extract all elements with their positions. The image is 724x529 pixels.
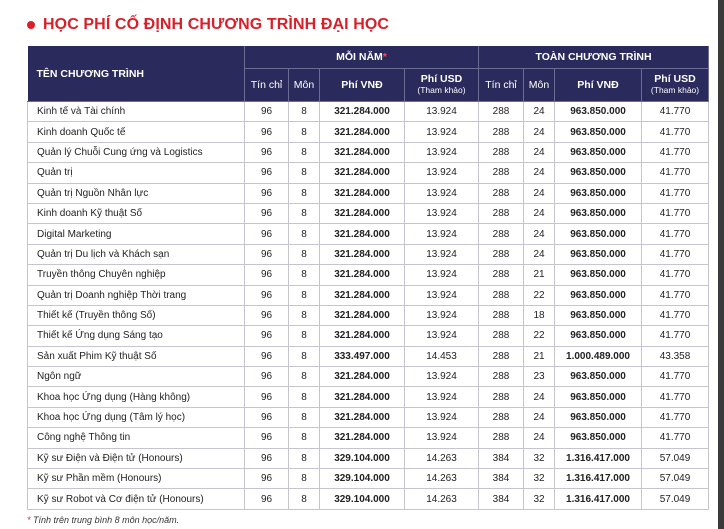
total-fee-usd-cell: 41.770 [642, 183, 709, 203]
total-fee-vnd-cell: 963.850.000 [555, 163, 642, 183]
subjects-header: Môn [524, 69, 555, 102]
total-fee-usd-cell: 41.770 [642, 163, 709, 183]
total-fee-usd-cell: 43.358 [642, 346, 709, 366]
fee-usd-reference: (Tham khảo) [650, 85, 700, 95]
total-credits-cell: 288 [479, 224, 524, 244]
table-row [28, 265, 709, 285]
per-year-mark: * [382, 51, 387, 63]
total-fee-vnd-cell: 963.850.000 [555, 428, 642, 448]
year-subjects-cell: 8 [289, 469, 320, 489]
total-subjects-cell: 22 [524, 285, 555, 305]
per-year-label: MỖI NĂM [336, 51, 383, 63]
table-body [28, 102, 709, 510]
year-credits-cell: 96 [245, 142, 289, 162]
window-edge [718, 0, 724, 529]
year-credits-cell: 96 [245, 102, 289, 122]
total-fee-usd-cell: 41.770 [642, 122, 709, 142]
total-credits-cell: 288 [479, 102, 524, 122]
year-fee-vnd-cell: 321.284.000 [320, 122, 405, 142]
total-fee-vnd-cell: 963.850.000 [555, 326, 642, 346]
program-name-cell: Kỹ sư Phần mềm (Honours) [28, 469, 245, 489]
year-fee-vnd-cell: 321.284.000 [320, 102, 405, 122]
year-fee-usd-cell: 13.924 [405, 326, 479, 346]
year-fee-usd-cell: 13.924 [405, 367, 479, 387]
total-subjects-cell: 24 [524, 142, 555, 162]
total-subjects-cell: 24 [524, 407, 555, 427]
total-subjects-cell: 22 [524, 326, 555, 346]
year-subjects-cell: 8 [289, 244, 320, 264]
table-row [28, 224, 709, 244]
total-fee-vnd-cell: 1.316.417.000 [555, 489, 642, 509]
year-fee-vnd-cell: 321.284.000 [320, 367, 405, 387]
total-subjects-cell: 32 [524, 489, 555, 509]
total-credits-cell: 384 [479, 469, 524, 489]
total-fee-usd-cell: 41.770 [642, 326, 709, 346]
year-subjects-cell: 8 [289, 183, 320, 203]
total-credits-cell: 288 [479, 407, 524, 427]
table-row [28, 142, 709, 162]
fee-usd-label: Phí USD [420, 73, 463, 85]
year-credits-cell: 96 [245, 183, 289, 203]
fee-usd-reference: (Tham khảo) [417, 85, 466, 95]
year-subjects-cell: 8 [289, 489, 320, 509]
total-subjects-cell: 24 [524, 244, 555, 264]
program-name-cell: Kinh doanh Quốc tế [28, 122, 245, 142]
program-name-cell: Kỹ sư Điện và Điện tử (Honours) [28, 448, 245, 468]
year-credits-cell: 96 [245, 346, 289, 366]
program-name-cell: Công nghệ Thông tin [28, 428, 245, 448]
year-fee-vnd-cell: 329.104.000 [320, 469, 405, 489]
table-row [28, 469, 709, 489]
year-fee-usd-cell: 14.263 [405, 489, 479, 509]
total-subjects-cell: 32 [524, 469, 555, 489]
fee-vnd-header: Phí VNĐ [555, 69, 642, 102]
footnote-text: Tính trên trung bình 8 môn học/năm. [33, 515, 180, 525]
year-fee-vnd-cell: 321.284.000 [320, 183, 405, 203]
year-subjects-cell: 8 [289, 265, 320, 285]
fee-vnd-header: Phí VNĐ [320, 69, 405, 102]
program-name-cell: Digital Marketing [28, 224, 245, 244]
total-credits-cell: 384 [479, 489, 524, 509]
year-fee-vnd-cell: 321.284.000 [320, 224, 405, 244]
total-fee-vnd-cell: 963.850.000 [555, 407, 642, 427]
year-fee-usd-cell: 13.924 [405, 305, 479, 325]
full-program-header: TOÀN CHƯƠNG TRÌNH [479, 46, 709, 69]
year-fee-usd-cell: 13.924 [405, 163, 479, 183]
year-credits-cell: 96 [245, 265, 289, 285]
total-subjects-cell: 24 [524, 387, 555, 407]
year-credits-cell: 96 [245, 407, 289, 427]
total-fee-usd-cell: 41.770 [642, 265, 709, 285]
year-fee-usd-cell: 13.924 [405, 142, 479, 162]
year-fee-usd-cell: 13.924 [405, 122, 479, 142]
total-credits-cell: 288 [479, 285, 524, 305]
program-name-cell: Ngôn ngữ [28, 367, 245, 387]
program-name-cell: Kinh doanh Kỹ thuật Số [28, 203, 245, 223]
year-fee-usd-cell: 13.924 [405, 407, 479, 427]
total-fee-vnd-cell: 1.316.417.000 [555, 448, 642, 468]
total-fee-vnd-cell: 963.850.000 [555, 224, 642, 244]
total-fee-vnd-cell: 963.850.000 [555, 203, 642, 223]
year-fee-vnd-cell: 321.284.000 [320, 265, 405, 285]
program-name-cell: Kinh tế và Tài chính [28, 102, 245, 122]
year-fee-usd-cell: 14.453 [405, 346, 479, 366]
total-fee-vnd-cell: 963.850.000 [555, 122, 642, 142]
total-fee-usd-cell: 41.770 [642, 224, 709, 244]
year-credits-cell: 96 [245, 203, 289, 223]
program-name-cell: Quản trị Nguồn Nhân lực [28, 183, 245, 203]
program-name-cell: Khoa học Ứng dụng (Hàng không) [28, 387, 245, 407]
year-fee-vnd-cell: 333.497.000 [320, 346, 405, 366]
total-fee-vnd-cell: 963.850.000 [555, 102, 642, 122]
year-fee-vnd-cell: 321.284.000 [320, 428, 405, 448]
total-credits-cell: 288 [479, 326, 524, 346]
year-subjects-cell: 8 [289, 142, 320, 162]
total-credits-cell: 288 [479, 346, 524, 366]
year-subjects-cell: 8 [289, 203, 320, 223]
year-subjects-cell: 8 [289, 407, 320, 427]
total-credits-cell: 384 [479, 448, 524, 468]
total-subjects-cell: 18 [524, 305, 555, 325]
total-credits-cell: 288 [479, 367, 524, 387]
fee-usd-label: Phí USD [654, 73, 696, 85]
fee-usd-header [642, 69, 709, 102]
table-row [28, 305, 709, 325]
program-name-cell: Kỹ sư Robot và Cơ điện tử (Honours) [28, 489, 245, 509]
year-fee-vnd-cell: 321.284.000 [320, 387, 405, 407]
footnote [27, 515, 179, 525]
total-fee-vnd-cell: 963.850.000 [555, 142, 642, 162]
total-fee-usd-cell: 41.770 [642, 244, 709, 264]
total-credits-cell: 288 [479, 428, 524, 448]
year-subjects-cell: 8 [289, 163, 320, 183]
year-fee-usd-cell: 14.263 [405, 448, 479, 468]
subjects-header: Môn [289, 69, 320, 102]
year-credits-cell: 96 [245, 326, 289, 346]
year-fee-vnd-cell: 321.284.000 [320, 407, 405, 427]
total-subjects-cell: 24 [524, 183, 555, 203]
bullet-icon [27, 21, 35, 29]
footnote-mark: * [27, 515, 31, 525]
year-subjects-cell: 8 [289, 346, 320, 366]
program-name-cell: Sản xuất Phim Kỹ thuật Số [28, 346, 245, 366]
table-row [28, 244, 709, 264]
year-subjects-cell: 8 [289, 367, 320, 387]
year-credits-cell: 96 [245, 224, 289, 244]
fee-usd-header [405, 69, 479, 102]
total-fee-vnd-cell: 963.850.000 [555, 367, 642, 387]
year-fee-usd-cell: 13.924 [405, 387, 479, 407]
year-fee-vnd-cell: 321.284.000 [320, 203, 405, 223]
program-name-cell: Quản trị Doanh nghiệp Thời trang [28, 285, 245, 305]
total-fee-vnd-cell: 1.316.417.000 [555, 469, 642, 489]
year-fee-usd-cell: 14.263 [405, 469, 479, 489]
total-fee-usd-cell: 57.049 [642, 489, 709, 509]
year-credits-cell: 96 [245, 122, 289, 142]
table-row [28, 326, 709, 346]
table-row [28, 448, 709, 468]
total-credits-cell: 288 [479, 265, 524, 285]
total-subjects-cell: 21 [524, 346, 555, 366]
total-credits-cell: 288 [479, 183, 524, 203]
table-row [28, 387, 709, 407]
total-subjects-cell: 24 [524, 102, 555, 122]
year-credits-cell: 96 [245, 387, 289, 407]
year-credits-cell: 96 [245, 244, 289, 264]
table-row [28, 489, 709, 509]
total-fee-usd-cell: 41.770 [642, 407, 709, 427]
total-credits-cell: 288 [479, 244, 524, 264]
table-row [28, 102, 709, 122]
total-fee-vnd-cell: 963.850.000 [555, 285, 642, 305]
year-credits-cell: 96 [245, 305, 289, 325]
table-row [28, 428, 709, 448]
table-row [28, 407, 709, 427]
total-fee-usd-cell: 41.770 [642, 367, 709, 387]
total-fee-usd-cell: 41.770 [642, 142, 709, 162]
program-name-cell: Quản trị Du lịch và Khách sạn [28, 244, 245, 264]
program-name-cell: Thiết kế Ứng dụng Sáng tạo [28, 326, 245, 346]
table-row [28, 367, 709, 387]
year-fee-usd-cell: 13.924 [405, 285, 479, 305]
program-name-cell: Quản lý Chuỗi Cung ứng và Logistics [28, 142, 245, 162]
total-credits-cell: 288 [479, 203, 524, 223]
year-subjects-cell: 8 [289, 224, 320, 244]
credits-header: Tín chỉ [479, 69, 524, 102]
year-fee-vnd-cell: 329.104.000 [320, 489, 405, 509]
total-fee-usd-cell: 57.049 [642, 469, 709, 489]
total-credits-cell: 288 [479, 122, 524, 142]
year-fee-usd-cell: 13.924 [405, 203, 479, 223]
total-subjects-cell: 24 [524, 428, 555, 448]
year-fee-vnd-cell: 321.284.000 [320, 244, 405, 264]
year-fee-vnd-cell: 321.284.000 [320, 305, 405, 325]
table-row [28, 122, 709, 142]
total-subjects-cell: 23 [524, 367, 555, 387]
year-fee-vnd-cell: 321.284.000 [320, 326, 405, 346]
tuition-table [27, 46, 709, 510]
program-column-header: TÊN CHƯƠNG TRÌNH [28, 46, 245, 102]
year-credits-cell: 96 [245, 285, 289, 305]
total-fee-usd-cell: 57.049 [642, 448, 709, 468]
year-credits-cell: 96 [245, 163, 289, 183]
per-year-header [245, 46, 479, 69]
total-fee-vnd-cell: 963.850.000 [555, 387, 642, 407]
year-subjects-cell: 8 [289, 102, 320, 122]
credits-header: Tín chỉ [245, 69, 289, 102]
year-credits-cell: 96 [245, 469, 289, 489]
year-subjects-cell: 8 [289, 305, 320, 325]
total-credits-cell: 288 [479, 163, 524, 183]
year-fee-usd-cell: 13.924 [405, 244, 479, 264]
year-credits-cell: 96 [245, 448, 289, 468]
total-fee-usd-cell: 41.770 [642, 102, 709, 122]
year-subjects-cell: 8 [289, 122, 320, 142]
total-credits-cell: 288 [479, 387, 524, 407]
year-credits-cell: 96 [245, 367, 289, 387]
total-fee-vnd-cell: 963.850.000 [555, 183, 642, 203]
year-fee-vnd-cell: 321.284.000 [320, 285, 405, 305]
year-subjects-cell: 8 [289, 326, 320, 346]
year-credits-cell: 96 [245, 489, 289, 509]
total-subjects-cell: 24 [524, 203, 555, 223]
total-subjects-cell: 21 [524, 265, 555, 285]
year-fee-usd-cell: 13.924 [405, 428, 479, 448]
year-subjects-cell: 8 [289, 448, 320, 468]
table-row [28, 163, 709, 183]
total-fee-vnd-cell: 963.850.000 [555, 265, 642, 285]
year-fee-usd-cell: 13.924 [405, 102, 479, 122]
table-row [28, 203, 709, 223]
year-subjects-cell: 8 [289, 285, 320, 305]
program-name-cell: Khoa học Ứng dụng (Tâm lý học) [28, 407, 245, 427]
year-subjects-cell: 8 [289, 387, 320, 407]
page-title: HỌC PHÍ CỐ ĐỊNH CHƯƠNG TRÌNH ĐẠI HỌC [43, 16, 390, 33]
program-name-cell: Thiết kế (Truyền thông Số) [28, 305, 245, 325]
table-row [28, 183, 709, 203]
table-row [28, 285, 709, 305]
total-fee-usd-cell: 41.770 [642, 203, 709, 223]
total-subjects-cell: 24 [524, 163, 555, 183]
total-fee-usd-cell: 41.770 [642, 305, 709, 325]
year-fee-vnd-cell: 321.284.000 [320, 142, 405, 162]
year-fee-usd-cell: 13.924 [405, 183, 479, 203]
total-fee-vnd-cell: 963.850.000 [555, 244, 642, 264]
program-name-cell: Quản trị [28, 163, 245, 183]
total-subjects-cell: 32 [524, 448, 555, 468]
total-subjects-cell: 24 [524, 224, 555, 244]
year-fee-usd-cell: 13.924 [405, 224, 479, 244]
title-row [27, 16, 389, 34]
total-fee-usd-cell: 41.770 [642, 428, 709, 448]
total-credits-cell: 288 [479, 142, 524, 162]
year-credits-cell: 96 [245, 428, 289, 448]
total-fee-usd-cell: 41.770 [642, 387, 709, 407]
year-fee-vnd-cell: 321.284.000 [320, 163, 405, 183]
program-name-cell: Truyền thông Chuyên nghiệp [28, 265, 245, 285]
year-fee-vnd-cell: 329.104.000 [320, 448, 405, 468]
total-fee-vnd-cell: 1.000.489.000 [555, 346, 642, 366]
year-subjects-cell: 8 [289, 428, 320, 448]
total-credits-cell: 288 [479, 305, 524, 325]
total-fee-usd-cell: 41.770 [642, 285, 709, 305]
year-fee-usd-cell: 13.924 [405, 265, 479, 285]
table-row [28, 346, 709, 366]
total-subjects-cell: 24 [524, 122, 555, 142]
total-fee-vnd-cell: 963.850.000 [555, 305, 642, 325]
